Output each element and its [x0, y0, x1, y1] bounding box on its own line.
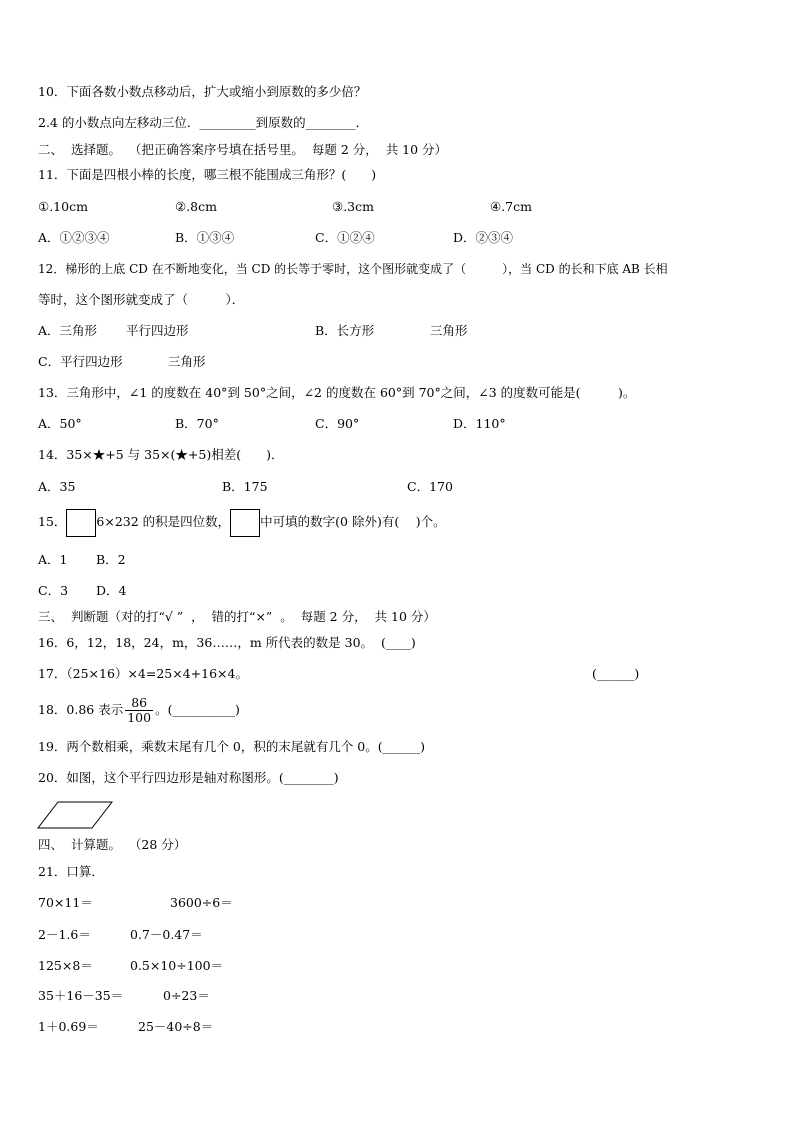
- q18-pre: 18．0.86 表示: [38, 702, 124, 717]
- q20: 20．如图，这个平行四边形是轴对称图形。(________): [38, 770, 339, 785]
- q15-text-2: 中可填的数字(0 除外)有( )个。: [260, 514, 446, 529]
- fraction-numerator: 86: [125, 696, 153, 711]
- section2-header: 二、 选择题。 （把正确答案序号填在括号里。 每题 2 分， 共 10 分）: [38, 142, 448, 157]
- parallelogram-figure: [36, 800, 116, 832]
- q21-item-1: 70×11＝: [38, 895, 93, 910]
- q11-length-2: ②.8cm: [175, 199, 217, 214]
- q15-number: 15．: [38, 514, 67, 529]
- q21-item-4: 0.7－0.47＝: [130, 927, 203, 942]
- q21-item-7: 35＋16－35＝: [38, 988, 124, 1003]
- q14-option-c: C．170: [407, 479, 453, 494]
- q11-stem: 11．下面是四根小棒的长度，哪三根不能围成三角形？( ): [38, 167, 377, 182]
- q21-title: 21．口算．: [38, 864, 104, 879]
- q11-length-3: ③.3cm: [332, 199, 374, 214]
- q13-option-d: D．110°: [453, 416, 506, 431]
- blank-box-2: [230, 509, 260, 537]
- q21-item-3: 2－1.6＝: [38, 927, 91, 942]
- q21-item-9: 1＋0.69＝: [38, 1019, 99, 1034]
- q15-option-b: B．2: [96, 552, 126, 567]
- parallelogram-shape: [38, 802, 112, 828]
- q21-item-5: 125×8＝: [38, 958, 93, 973]
- q15-option-a: A．1: [38, 552, 68, 567]
- q15-option-d: D．4: [96, 583, 127, 598]
- q12-line2: 等时，这个图形就变成了（ ）．: [38, 292, 245, 307]
- q21-item-6: 0.5×10÷100＝: [130, 958, 224, 973]
- q13-option-c: C．90°: [315, 416, 360, 431]
- q11-option-d: D．②③④: [453, 230, 514, 245]
- fraction-denominator: 100: [127, 710, 152, 725]
- q12-option-b-1: B．长方形: [315, 323, 375, 338]
- q13-option-a: A．50°: [38, 416, 82, 431]
- q11-option-b: B．①③④: [175, 230, 235, 245]
- q11-option-c: C．①②④: [315, 230, 375, 245]
- q12-option-a-1: A．三角形: [38, 323, 98, 338]
- q18-post: 。(__________): [155, 702, 240, 717]
- q21-item-8: 0÷23＝: [163, 988, 210, 1003]
- q15-text-1: 6×232 的积是四位数，: [96, 514, 231, 529]
- q14-option-b: B．175: [222, 479, 268, 494]
- q12-line1: 12．梯形的上底 CD 在不断地变化，当 CD 的长等于零时，这个图形就变成了（ ），当 CD 的长和下底 AB 长相: [38, 262, 668, 276]
- q19: 19．两个数相乘，乘数末尾有几个 0，积的末尾就有几个 0。(______): [38, 739, 426, 754]
- q10-line1: 10．下面各数小数点移动后，扩大或缩小到原数的多少倍？: [38, 84, 367, 99]
- q10-line2: 2.4 的小数点向左移动三位．_________到原数的________．: [38, 115, 369, 130]
- q11-length-1: ①.10cm: [38, 199, 88, 214]
- q13-stem: 13．三角形中，∠1 的度数在 40°到 50°之间，∠2 的度数在 60°到 70°之间，∠3 的度数可能是( )。: [38, 385, 636, 400]
- fraction: [125, 696, 153, 725]
- q12-option-c-1: C．平行四边形: [38, 354, 123, 369]
- q18-line: [38, 692, 240, 728]
- section4-header: 四、 计算题。 （28 分）: [38, 837, 187, 852]
- q14-option-a: A．35: [38, 479, 76, 494]
- q14-stem: 14．35×★+5 与 35×(★+5)相差( )．: [38, 447, 284, 462]
- q11-option-a: A．①②③④: [38, 230, 110, 245]
- q17-blank: (______): [592, 666, 640, 681]
- q15-line: [38, 508, 446, 537]
- q12-option-b-2: 三角形: [430, 323, 468, 338]
- q21-item-10: 25－40÷8＝: [138, 1019, 214, 1034]
- q16: 16．6，12，18，24，m，36……，m 所代表的数是 30。 (____): [38, 635, 416, 650]
- q21-item-2: 3600÷6＝: [170, 895, 233, 910]
- section3-header: 三、 判断题（对的打“√ ” ， 错的打“×” 。 每题 2 分， 共 10 分）: [38, 609, 436, 624]
- q15-option-c: C．3: [38, 583, 69, 598]
- q17-stem: 17．（25×16）×4=25×4+16×4。: [38, 666, 248, 681]
- q12-option-c-2: 三角形: [168, 354, 206, 369]
- q11-length-4: ④.7cm: [490, 199, 532, 214]
- q12-option-a-2: 平行四边形: [126, 323, 189, 338]
- blank-box-1: [66, 509, 96, 537]
- q13-option-b: B．70°: [175, 416, 219, 431]
